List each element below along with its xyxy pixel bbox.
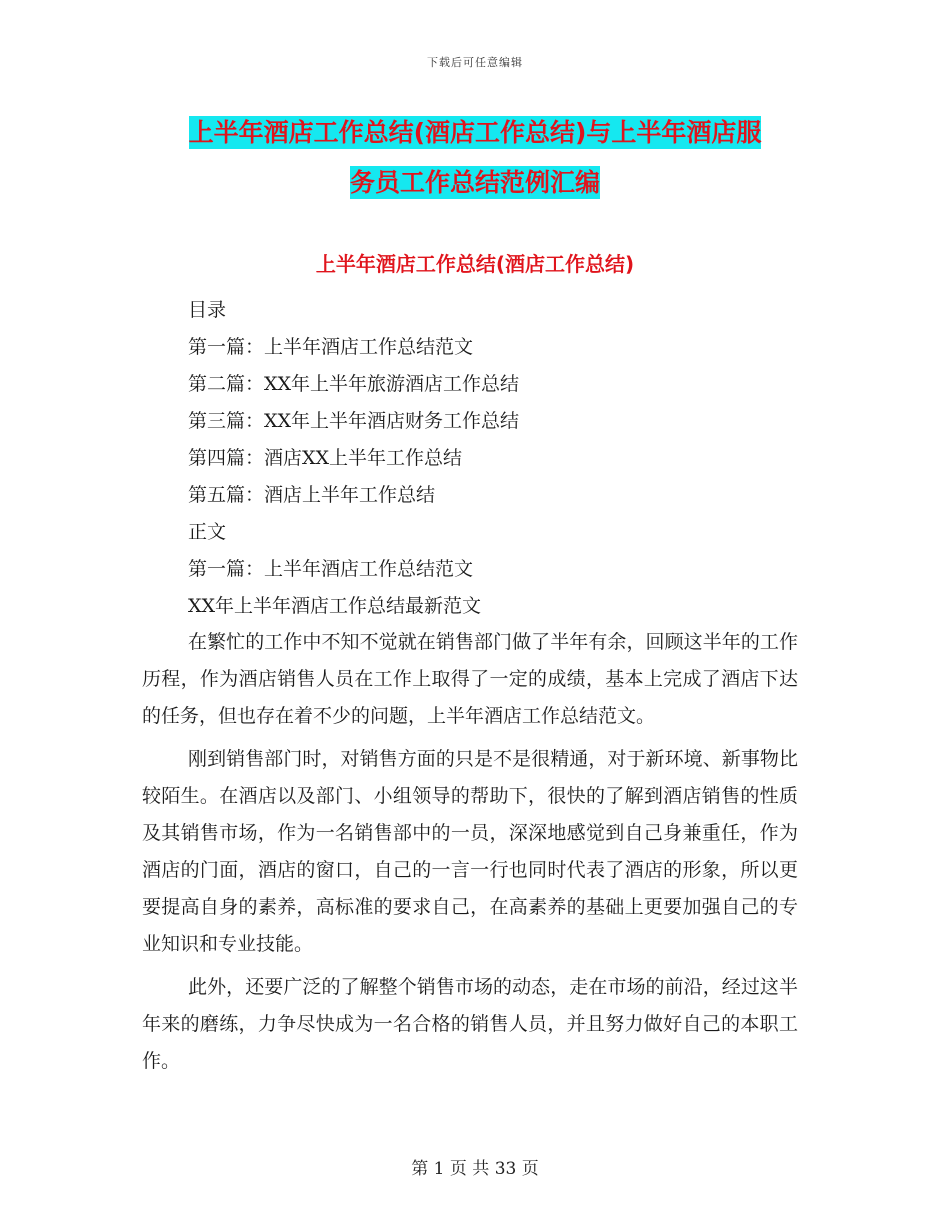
document-title [0, 108, 950, 208]
body-text [142, 624, 798, 1086]
toc-item: 第二篇：XX年上半年旅游酒店工作总结 [188, 373, 520, 395]
toc-heading: 目录 [188, 299, 227, 321]
toc-item: 第五篇：酒店上半年工作总结 [188, 484, 436, 506]
title-line-1: 上半年酒店工作总结(酒店工作总结)与上半年酒店服 [188, 118, 762, 147]
toc-item: 第三篇：XX年上半年酒店财务工作总结 [188, 410, 520, 432]
page-footer: 第 1 页 共 33 页 [411, 1159, 539, 1179]
body-heading: 正文 [188, 521, 227, 543]
table-of-contents [188, 292, 828, 625]
title-line-2: 务员工作总结范例汇编 [349, 168, 600, 197]
paragraph: 刚到销售部门时，对销售方面的只是不是很精通，对于新环境、新事物比较陌生。在酒店以及部门、小组领导的帮助下，很快的了解到酒店销售的性质及其销售市场，作为一名销售部中的一员，深深地感觉到自己身兼重任，作为酒店的门面，酒店的窗口，自己的一言一行也同时代表了酒店的形象，所以更要提高自身的素养，高标准的要求自己，在高素养的基础上更要加强自己的专业知识和专业技能。 [142, 748, 798, 955]
paragraph: 此外，还要广泛的了解整个销售市场的动态，走在市场的前沿，经过这半年来的磨练，力争尽快成为一名合格的销售人员，并且努力做好自己的本职工作。 [142, 976, 798, 1072]
toc-item: 第四篇：酒店XX上半年工作总结 [188, 447, 463, 469]
header-note: 下载后可任意编辑 [427, 56, 523, 69]
paragraph: 在繁忙的工作中不知不觉就在销售部门做了半年有余，回顾这半年的工作历程，作为酒店销售人员在工作上取得了一定的成绩，基本上完成了酒店下达的任务，但也存在着不少的问题，上半年酒店工作总结范文。 [142, 631, 798, 727]
toc-item: 第一篇：上半年酒店工作总结范文 [188, 336, 474, 358]
section-title: 上半年酒店工作总结(酒店工作总结) [315, 252, 635, 276]
article-heading: XX年上半年酒店工作总结最新范文 [188, 595, 482, 617]
chapter-heading: 第一篇：上半年酒店工作总结范文 [188, 558, 474, 580]
